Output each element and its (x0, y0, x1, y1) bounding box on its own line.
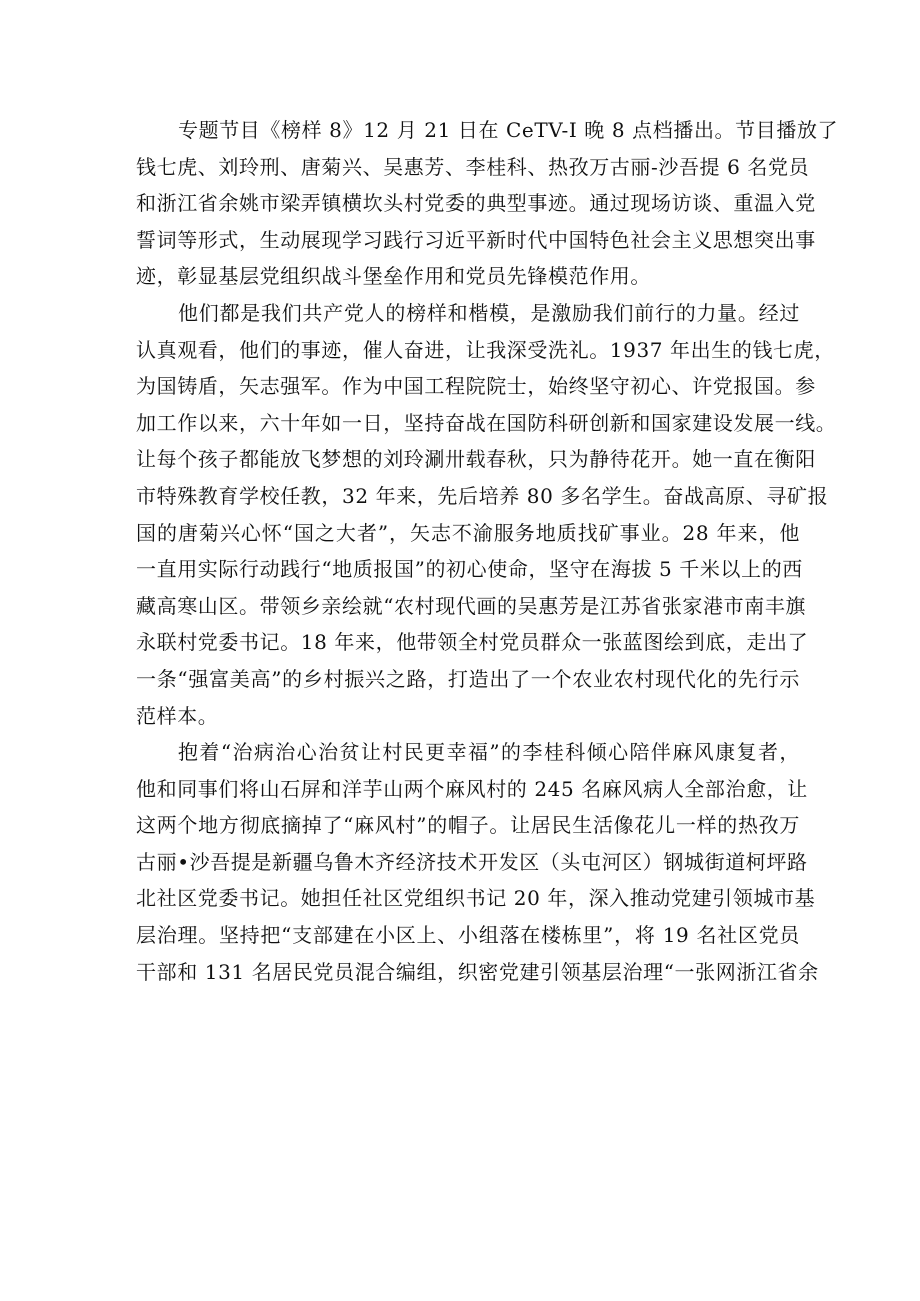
text-line: 这两个地方彻底摘掉了“麻风村”的帽子。让居民生活像花儿一样的热孜万 (136, 813, 800, 838)
paragraph-2 (136, 295, 837, 734)
text-line: 古丽•沙吾提是新疆乌鲁木齐经济技术开发区（头屯河区）钢城街道柯坪路 (136, 849, 808, 874)
text-line: 北社区党委书记。她担任社区党组织书记 20 年，深入推动党建引领城市基 (136, 886, 816, 911)
text-line: 一条“强富美高”的乡村振兴之路，打造出了一个农业农村现代化的先行示 (136, 666, 800, 691)
text-line: 藏高寒山区。带领乡亲绘就“农村现代画的吴惠芳是江苏省张家港市南丰旗 (136, 593, 807, 618)
text-line: 加工作以来，六十年如一日，坚持奋战在国防科研创新和国家建设发展一线。 (136, 410, 837, 435)
paragraph-3 (136, 734, 819, 990)
text-line: 市特殊教育学校任教，32 年来，先后培养 80 多名学生。奋战高原、寻矿报 (136, 483, 829, 508)
text-line: 永联村党委书记。18 年来，他带领全村党员群众一张蓝图绘到底，走出了 (136, 630, 809, 655)
text-line: 誓词等形式，生动展现学习践行习近平新时代中国特色社会主义思想突出事 (136, 227, 816, 252)
text-line: 国的唐菊兴心怀“国之大者”，矢志不渝服务地质找矿事业。28 年来，他 (136, 520, 800, 545)
paragraph-1 (136, 112, 839, 295)
text-line: 抱着“治病治心治贫让村民更幸福”的李桂科倾心陪伴麻风康复者， (178, 740, 800, 765)
text-line: 他和同事们将山石屏和洋芋山两个麻风村的 245 名麻风病人全部治愈，让 (136, 776, 808, 801)
article-body (136, 112, 839, 990)
text-line: 迹，彰显基层党组织战斗堡垒作用和党员先锋模范作用。 (136, 264, 651, 289)
text-line: 层治理。坚持把“支部建在小区上、小组落在楼栋里”，将 19 名社区党员 (136, 923, 800, 948)
text-line: 一直用实际行动践行“地质报国”的初心使命，坚守在海拔 5 千米以上的西 (136, 557, 803, 582)
text-line: 为国铸盾，矢志强军。作为中国工程院院士，始终坚守初心、许党报国。参 (136, 374, 816, 399)
text-line: 范样本。 (136, 703, 219, 728)
text-line: 专题节目《榜样 8》12 月 21 日在 CeTV-I 晚 8 点档播出。节目播放了 (178, 118, 839, 142)
text-line: 认真观看，他们的事迹，催人奋进，让我深受洗礼。1937 年出生的钱七虎， (136, 337, 835, 362)
text-line: 干部和 131 名居民党员混合编组，织密党建引领基层治理“一张网浙江省余 (136, 959, 819, 984)
text-line: 和浙江省余姚市梁弄镇横坎头村党委的典型事迹。通过现场访谈、重温入党 (136, 191, 816, 216)
text-line: 他们都是我们共产党人的榜样和楷模，是激励我们前行的力量。经过 (178, 300, 800, 325)
text-line: 钱七虎、刘玲刑、唐菊兴、吴惠芳、李桂科、热孜万古丽-沙吾提 6 名党员 (136, 154, 810, 179)
text-line: 让每个孩子都能放飞梦想的刘玲涮卅载春秋，只为静待花开。她一直在衡阳 (136, 447, 816, 472)
